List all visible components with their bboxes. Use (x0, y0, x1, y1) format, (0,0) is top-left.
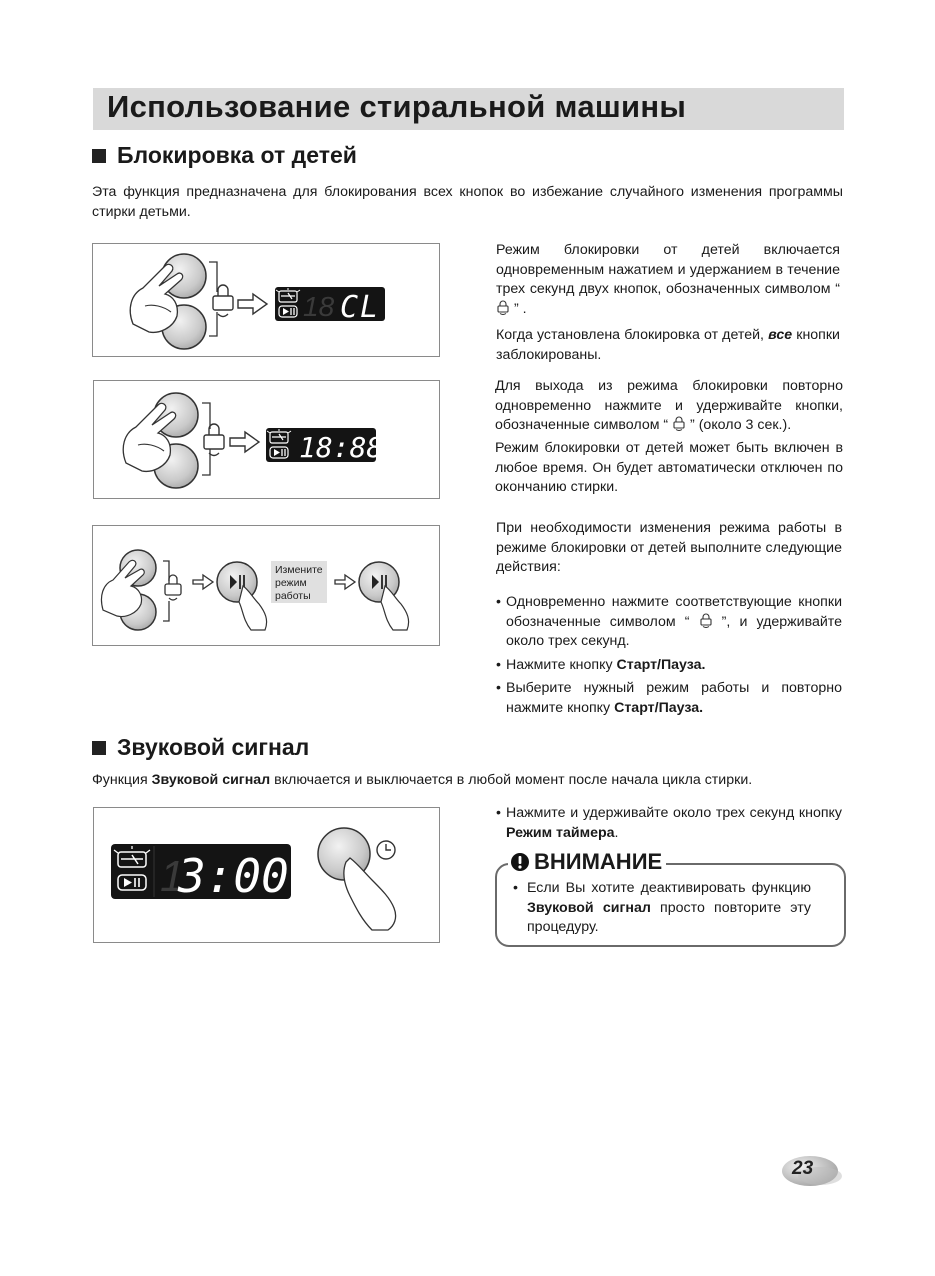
arrow-right-icon (230, 432, 259, 452)
heading-square-icon (92, 741, 106, 755)
arrow-right-icon (238, 294, 267, 314)
display-readout: 18:88 (299, 431, 384, 464)
lock-off-illustration (94, 381, 439, 498)
section-heading-beep: Звуковой сигнал (92, 734, 309, 761)
warning-title: ВНИМАНИЕ (508, 849, 666, 875)
page-title: Использование стиральной машины (107, 89, 687, 124)
child-lock-icon (165, 575, 181, 600)
svg-text:1: 1 (160, 852, 185, 901)
change-mode-paragraph: При необходимости изменения режима работы в режиме блокировки от детей выполните следующие действия: (496, 520, 842, 575)
heading-square-icon (92, 149, 106, 163)
child-lock-icon (204, 424, 224, 456)
section-heading-child-lock: Блокировка от детей (92, 142, 357, 169)
child-lock-intro: Эта функция предназначена для блокирования всех кнопок во избежание случайного изменения программы стирки детьми. (92, 184, 843, 220)
beep-intro: Функция Звуковой сигнал включается и выключается в любой момент после начала цикла стирки. (92, 772, 753, 788)
arrow-right-icon (335, 575, 355, 589)
child-lock-icon (496, 300, 510, 315)
list-item: • Нажмите кнопку Старт/Пауза. (496, 656, 706, 673)
change-mode-note: Измените режим работы (275, 564, 323, 602)
warning-icon (510, 852, 530, 872)
list-item: • Выберите нужный режим работы и повторно нажмите кнопку Старт/Пауза. (496, 680, 842, 716)
clock-icon (377, 841, 395, 859)
lock-on-paragraph: Режим блокировки от детей включается одновременным нажатием и удержанием в течение трех секунд двух кнопок, обозначенных символом “ ” . (496, 242, 840, 317)
change-mode-steps (496, 593, 842, 718)
child-lock-icon (213, 285, 233, 317)
lock-anytime-paragraph: Режим блокировки от детей может быть включен в любое время. Он будет автоматически отключен по окончанию стирки. (495, 440, 843, 495)
list-item: • Одновременно нажмите соответствующие кнопки обозначенные символом “ ”, и удерживайте около трех секунд. (496, 594, 842, 649)
lock-on-illustration (93, 244, 439, 356)
figure-lock-on (92, 243, 440, 357)
figure-change-mode (92, 525, 440, 646)
warning-text: • Если Вы хотите деактивировать функцию Звуковой сигнал просто повторите эту процедуру. (513, 880, 811, 935)
arrow-right-icon (193, 575, 213, 589)
beep-illustration (94, 808, 439, 942)
child-lock-icon (699, 613, 713, 628)
beep-steps (496, 804, 842, 843)
page-number-badge (780, 1154, 844, 1188)
page-number: 23 (792, 1158, 814, 1179)
figure-lock-off (93, 380, 440, 499)
figure-beep (93, 807, 440, 943)
svg-text:18: 18 (303, 291, 335, 322)
lock-all-buttons-paragraph: Когда установлена блокировка от детей, все кнопки заблокированы. (496, 327, 840, 363)
display-readout: CL (340, 290, 381, 325)
child-lock-icon (672, 416, 686, 431)
page-title-bar (93, 88, 844, 130)
change-mode-illustration (93, 526, 439, 645)
finger-press-icon (344, 858, 396, 930)
list-item: • Нажмите и удерживайте около трех секунд кнопку Режим таймера. (496, 805, 842, 841)
lock-off-paragraph: Для выхода из режима блокировки повторно одновременно нажмите и удерживайте кнопки, обозначенные символом “ ” (около 3 сек.). (495, 378, 843, 433)
display-readout: 3:00 (178, 849, 289, 903)
